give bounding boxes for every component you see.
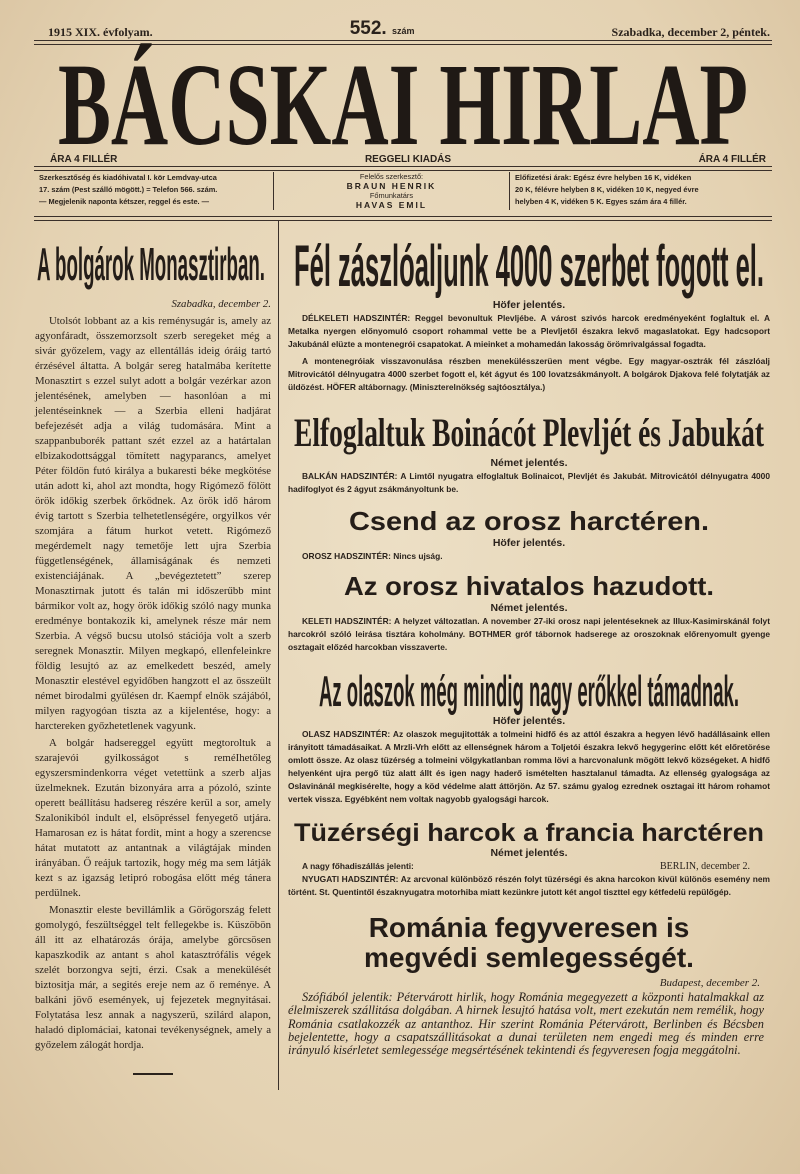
article-kicker: Höfer jelentés. (492, 299, 566, 311)
article-paragraph: A bolgár hadsereggel együtt megtoroltuk a szarajevói gyilkosságot s reméIhetőleg egyszersmindenkorra véget vetettünk a szerb aljas üzelmeknek. Ezután bizonyára arra a pózoló, szinte operett beállításu hadsereg részére kerül a sor, amely Szalonikiból indult el, elsöpréssel fenyegető utjára. Hamarosan ez is hátat fordit, mint a hogy a szerencse hátat mutatott az antantnak a világtájak minden irányában. Ő reájuk tartozik, hogy még ma sem látják kezt s az igazság letipró robogása előtt még tánera perdülnek. (35, 737, 271, 899)
edition: REGGELI KIADÁS (364, 154, 452, 165)
article-paragraph: DÉLKELETI HADSZINTÉR: Reggel bevonultuk Plevljébe. A várost szivós harcok eredményeként foglaltuk el. A Metalka nyergen előnyomuló csoport rohammal vette be a Plevljetől északra lekvő magaslatokat. Egy hadcsoport Jakubánál elüzte a montenegrói csapatokat. A mieinket a mohamedán lakosság örömrivalgással fogadta. (288, 313, 770, 349)
headline-text: Csend az orosz harctéren. (349, 506, 709, 536)
article-paragraph: NYUGATI HADSZINTÉR: Az arcvonal különböző részén folyt tüzérségi és akna harcokon kivül különös esemény nem történt. St. Quentintől északnyugatra motorhiba miatt kezünkre jutott két angol tiszttel egy kétfedelü repülőgép. (288, 874, 770, 897)
subscription-box (510, 172, 772, 210)
article-headline (288, 228, 770, 299)
headline-text: Elfoglaltuk Boinácót Plevljét és Jabukát (294, 410, 765, 455)
article-headline (288, 666, 770, 714)
article-headline (288, 816, 770, 846)
publication-date: Szabadka, december 2, péntek. (611, 25, 770, 39)
headline-text: Az olaszok még mindig nagy erőkkel támadnak. (319, 667, 739, 716)
left-article (35, 228, 271, 1075)
article-kicker: Német jelentés. (490, 847, 568, 859)
article-kicker: Német jelentés. (490, 602, 568, 614)
article-dateline: Budapest, december 2. (659, 977, 760, 989)
headline-svg (288, 504, 770, 536)
article-paragraph: KELETI HADSZINTÉR: A helyzet változatlan. A november 27-iki orosz napi jelentéseknek az Illux-Kasimirskánál folyt harcokról szóló leirása tisztára koholmány. BOTHMER gróf tábornok hadserege az oroszoknak előrenyomult gyenge osztagait előzéd harcokban visszaverte. (288, 616, 770, 652)
staff-name: HAVAS EMIL (355, 199, 428, 210)
masthead-title: BÁCSKAI HIRLAP (58, 39, 748, 170)
info-boxes (34, 172, 772, 210)
article-headline (35, 228, 271, 293)
article-dateline: BERLIN, december 2. (660, 861, 750, 872)
headline-svg (288, 666, 770, 714)
article-kicker: Német jelentés. (490, 457, 568, 469)
article-dateline: Szabadka, december 2. (171, 298, 271, 310)
price-right: ÁRA 4 FILLÉR (698, 154, 766, 165)
article-paragraph: OROSZ HADSZINTÉR: Nincs ujság. (302, 551, 443, 561)
column-divider (278, 220, 279, 1090)
article-headline (288, 569, 770, 601)
right-column (288, 228, 770, 1057)
article-paragraph: Monasztir eleste bevillámlik a Görögország felett gomolygó, feszültséggel telt fellegekbe is. Küszöbön áll itt az elhatározás órája, amelybe görcsösen kapaszkodik az antant s ahol katasztrófális végek szelét borzongva sejti, érzi. Csak a menekülését biztositja már, a segités ereje nem az ő reménye. A balkáni jövő események, uj fejezetek megnyitásai. Folytatása lesz annak a nagyszerü, szilárd alapon, haladó diplomáciai, katonai tevékenységnek, amely a győzelem zálogát hordja. (35, 904, 271, 1051)
subscription-line: helyben 4 K, vidéken 5 K. Egyes szám ára 4 fillér. (515, 197, 687, 206)
price-line (50, 154, 766, 165)
issue-label: szám (391, 26, 415, 36)
volume: 1915 XIX. évfolyam. (48, 25, 153, 39)
issue-number-value: 552. (349, 18, 387, 39)
source-text: A nagy főhadiszállás jelenti: (302, 861, 414, 871)
issue-number (350, 18, 415, 40)
subscription-line: Előfizetési árak: Egész évre helyben 16 K, vidéken (515, 173, 692, 182)
office-line: 17. szám (Pest szálló mögött.) = Telefon 566. szám. (39, 185, 218, 194)
article-paragraph: A montenegróiak visszavonulása részben menekülésszerüen ment végbe. Egy magyar-osztrák fél zászlóalj Mitrovicától délnyugatra 4000 szerbet fogott el, két ágyut és 100 lovatzsákmányolt. A bolgárok Djakova felé folytatják az üldözést. HÖFER altábornagy. (Miniszterelnökség sajtóosztálya.) (288, 356, 770, 392)
headline-svg (288, 569, 770, 601)
headline-text: Tüzérségi harcok a francia harctéren (294, 819, 764, 847)
office-box (34, 172, 274, 210)
price-left: ÁRA 4 FILLÉR (50, 154, 118, 165)
editor-name: BRAUN HENRIK (346, 180, 437, 191)
divider (34, 166, 772, 171)
article-kicker: Höfer jelentés. (492, 715, 566, 727)
editor-label: Felelős szerkesztő: (359, 172, 424, 181)
headline-svg (35, 228, 271, 288)
end-rule (133, 1073, 173, 1075)
office-line: — Megjelenik naponta kétszer, reggel és este. — (39, 197, 210, 206)
headline-svg (288, 816, 770, 846)
article-paragraph: BALKÁN HADSZINTÉR: A Limtől nyugatra elfoglaltuk Bolinaicot, Plevljét és Jakubát. Mitrovicától délnyugatra 4000 hadifoglyot és 2 ágyut zsákmányoltunk be. (288, 471, 770, 494)
top-info-line (48, 18, 770, 40)
headline-text: Az orosz hivatalos hazudott. (344, 571, 714, 601)
staff-label: Főmunkatárs (369, 191, 414, 200)
headline-text: A bolgárok Monasztirban. (37, 238, 265, 290)
article-headline (288, 406, 770, 456)
headline-svg (288, 406, 770, 456)
article-kicker: Höfer jelentés. (492, 537, 566, 549)
article-paragraph: OLASZ HADSZINTÉR: Az olaszok megujitották a tolmeini hidfő és az attól északra a hegyen lévő hadállásaink ellen irányitott támadásaikat. A Mrzli-Vrh előtt az ellenségnek három a Toljetói északra lekvő hegygerinc előtt két előretörése omlott össze. Az olasz tüzérség a tolmeini völgykatlanban romma lövi a harcvonalunk mögött lekvő községeket. A hidfő helyenként ujra pergő tüz alatt állt és igen nagy haderő ismételten hasztalanul támadta. Az ellenség gyalogsága az Oslavinánál megkisérelte, hogy a köd védelme alatt áttörjön. Az 57. számu gyalog ezrednek osztagai itt három rohamot vertek vissza. Egyébként nem voltak nagyobb gyalogsági harcok. (288, 729, 770, 804)
subscription-line: 20 K, félévre helyben 8 K, vidéken 10 K, negyed évre (515, 185, 699, 194)
article-headline (288, 504, 770, 536)
headline-text: Fél zászlóaljunk 4000 szerbet fogott el. (294, 234, 764, 299)
article-paragraph: Szófiából jelentik: Pétervárott hirlik, hogy Románia megegyezett a központi hatalmakkal az élelmiszerek szállitása dolgában. A hirnek lesujtó hatása volt, mert ezekután nem remélik, hogy Románia csatlakozzék az antanthoz. Hir szerint Románia Pétervárott, Berlinben és Bécsben bejelentette, hogy a csapatszállitásokat a dunai területen nem engedi meg és minden erre irányuló kisérletet semlegessége megsértésének tekintendi és fegyveresen fogja meggátolni. (288, 990, 764, 1058)
office-line: Szerkesztőség és kiadóhivatal I. kör Lemdvay-utca (39, 173, 217, 182)
divider (34, 216, 772, 221)
editor-box (274, 172, 510, 210)
article-paragraph: Utolsót lobbant az a kis reménysugár is, amely az agyonfáradt, összemorzsolt szerb seregeket még a sivár győzelem, vagy az ellentállás ideig óráig tartó érzésével áltatta. A bolgár sereg hatalmába kerítette Monasztirt s ezzel sulyt adott a bolgár vezérkar azon jelentésének, amelyben — hasonlóan a mi jelentéseinknek — a Szerbia elleni hadjárat befejezését adja a világ tudomására. Mint a szappanbuborék pattant szét ezzel az a határtalan elbizakodottsággal tömített nagyparancs, amelyet Péter földön futó királya a bukaresti béke megkötése után adott ki, ahol azt mondta, hogy Rigómező fölött örök időkig szerbek őrködnek. Az örök idő három évig tartott s Szerbia telhetetlenségére, orgyilkos vér szomjára a fátum hurkot vetett. Rigómező megérdemelt nagy temetője lett ujra Szerbia függetlenségének, államiságának és nemzeti existenciájának. A „bevégeztetett” szerep Monasztirnak jutott és talán mi időszerűbb mint bármikor volt az, hogy örök időkig szóló nagy munka eredménye bontakozik ki, amelynek része már nem Szerbia. A végső bucsu utolsó stációja volt a szerb seregnek Monasztir. Milyen megkapó, ellenfeleinkre földig lesujtó az az emelkedett beszéd, amely Monasztir elestével egyidőben hangzott el az összeült német birodalmi gyülésen dr. Kaempf elnök szájából, milyen ragyogóan tiszta az a kijelentése, hogy: a harctereken győzhetetlenek vagyunk. (35, 315, 271, 732)
article-headline: Románia fegyveresen is megvédi semlegességét. (364, 912, 694, 973)
headline-svg (288, 228, 770, 299)
source-line (288, 860, 770, 873)
